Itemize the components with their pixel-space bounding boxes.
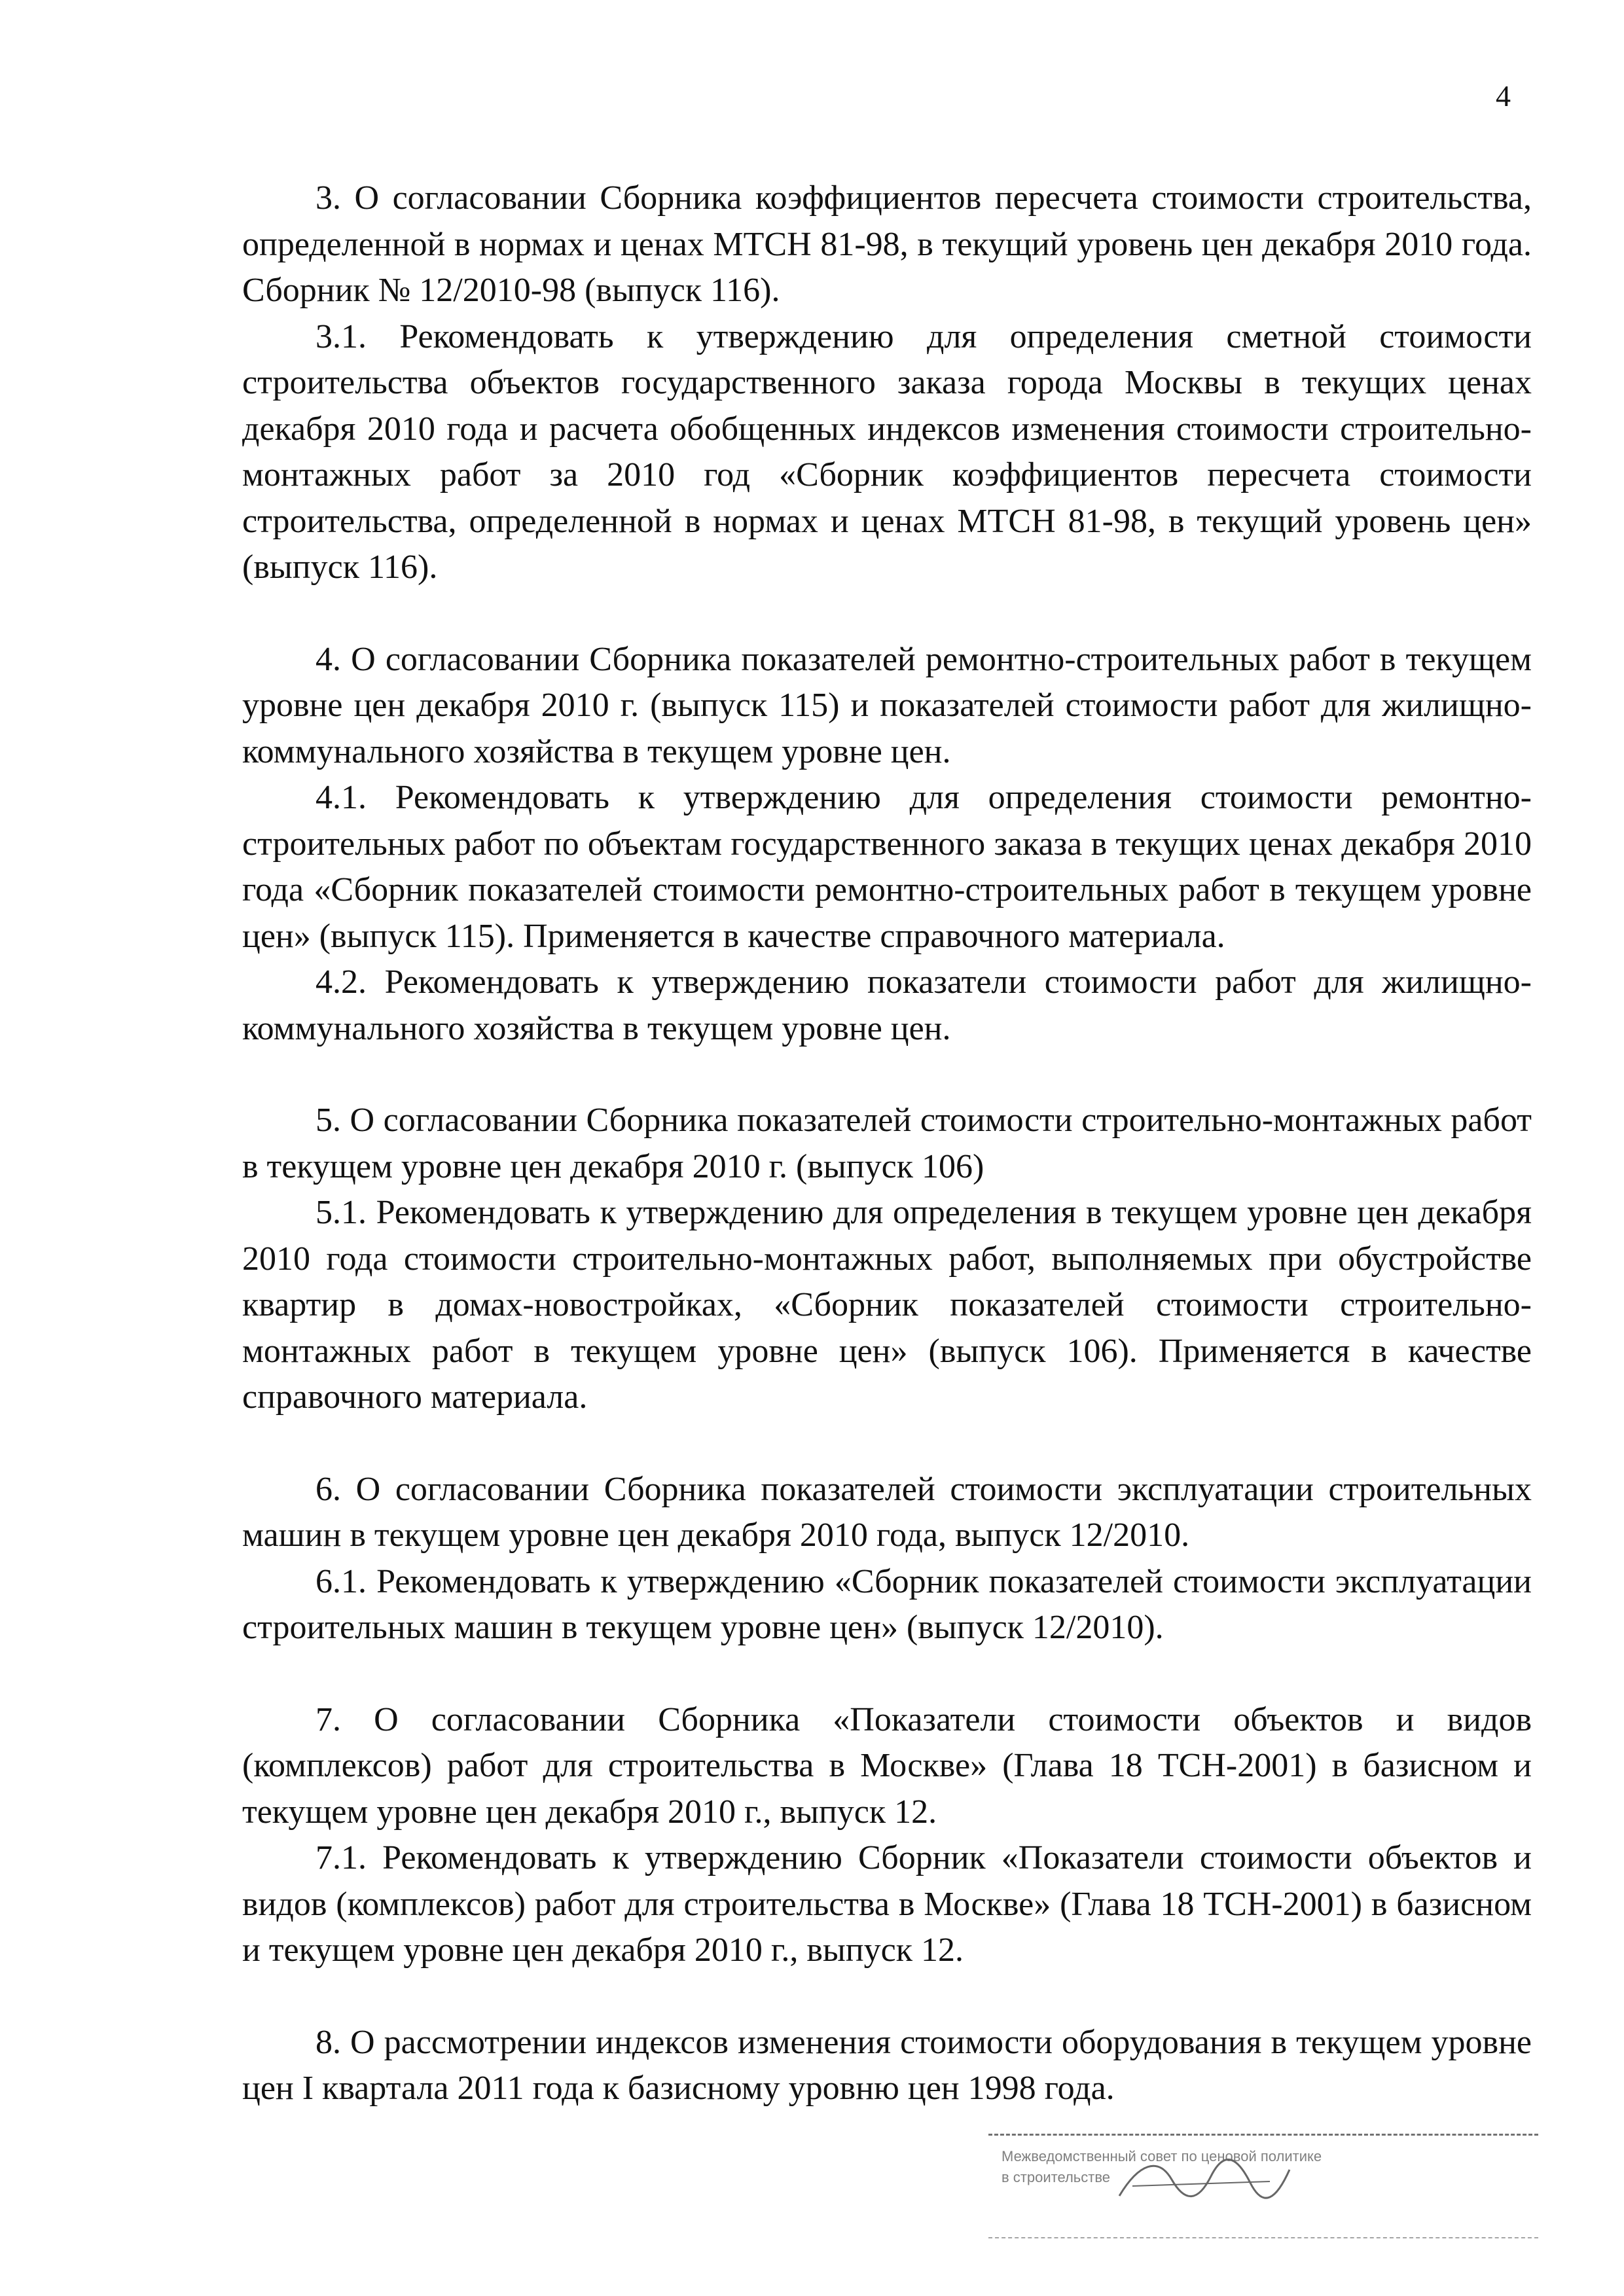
paragraph: 3. О согласовании Сборника коэффициентов пересчета стоимости строительства, определенной в нормах и ценах МТСН 81-98, в текущий уровень цен декабря 2010 года. Сборник № 12/2010-98 (выпуск 116). [242, 179, 1532, 309]
paragraph: 7. О согласовании Сборника «Показатели стоимости объектов и видов (комплексов) работ для строительства в Москве» (Глава 18 ТСН-2001) в базисном и текущем уровне цен декабря 2010 г., выпуск 12. [242, 1700, 1532, 1831]
paragraph: 4. О согласовании Сборника показателей ремонтно-строительных работ в текущем уровне цен декабря 2010 г. (выпуск 115) и показателей стоимости работ для жилищно-коммунального хозяйства в текущем уровне цен. [242, 640, 1532, 770]
document-body [242, 175, 1532, 2158]
agenda-item-3 [242, 175, 1532, 591]
paragraph: 6.1. Рекомендовать к утверждению «Сборник показателей стоимости эксплуатации строительных машин в текущем уровне цен» (выпуск 12/2010). [242, 1562, 1532, 1646]
paragraph: 5.1. Рекомендовать к утверждению для определения в текущем уровне цен декабря 2010 года стоимости строительно-монтажных работ, выполняемых при обустройстве квартир в домах-новостройках, «Сборник показателей стоимости строительно-монтажных работ в текущем уровне цен» (выпуск 106). Применяется в качестве справочного материала. [242, 1194, 1532, 1416]
agenda-item-4 [242, 637, 1532, 1052]
agenda-item-7 [242, 1697, 1532, 1974]
signature-icon [1113, 2150, 1296, 2209]
paragraph: 3.1. Рекомендовать к утверждению для определения сметной стоимости строительства объектов государственного заказа города Москвы в текущих ценах декабря 2010 года и расчета обобщенных индексов изменения стоимости строительно-монтажных работ за 2010 год «Сборник коэффициентов пересчета стоимости строительства, определенной в нормах и ценах МТСН 81-98, в текущий уровень цен» (выпуск 116). [242, 317, 1532, 586]
stamp-line-2: в строительстве [1001, 2169, 1111, 2185]
agenda-item-5 [242, 1098, 1532, 1421]
agenda-item-6 [242, 1467, 1532, 1651]
paragraph: 7.1. Рекомендовать к утверждению Сборник «Показатели стоимости объектов и видов (комплексов) работ для строительства в Москве» (Глава 18 ТСН-2001) в базисном и текущем уровне цен декабря 2010 г., выпуск 12. [242, 1839, 1532, 1969]
paragraph: 5. О согласовании Сборника показателей стоимости строительно-монтажных работ в текущем уровне цен декабря 2010 г. (выпуск 106) [242, 1102, 1532, 1185]
paragraph: 8. О рассмотрении индексов изменения стоимости оборудования в текущем уровне цен I квартала 2011 года к базисному уровню цен 1998 года. [242, 2023, 1532, 2107]
approval-stamp [988, 2134, 1538, 2238]
paragraph: 4.2. Рекомендовать к утверждению показатели стоимости работ для жилищно-коммунального хозяйства в текущем уровне цен. [242, 963, 1532, 1047]
paragraph: 4.1. Рекомендовать к утверждению для определения стоимости ремонтно-строительных работ по объектам государственного заказа в текущих ценах декабря 2010 года «Сборник показателей стоимости ремонтно-строительных работ в текущем уровне цен» (выпуск 115). Применяется в качестве справочного материала. [242, 779, 1532, 955]
page-number: 4 [1496, 79, 1511, 113]
agenda-item-8 [242, 2020, 1532, 2112]
stamp-line-1: Межведомственный совет по ценовой политике [1001, 2148, 1322, 2164]
paragraph: 6. О согласовании Сборника показателей стоимости эксплуатации строительных машин в текущем уровне цен декабря 2010 года, выпуск 12/2010. [242, 1470, 1532, 1554]
